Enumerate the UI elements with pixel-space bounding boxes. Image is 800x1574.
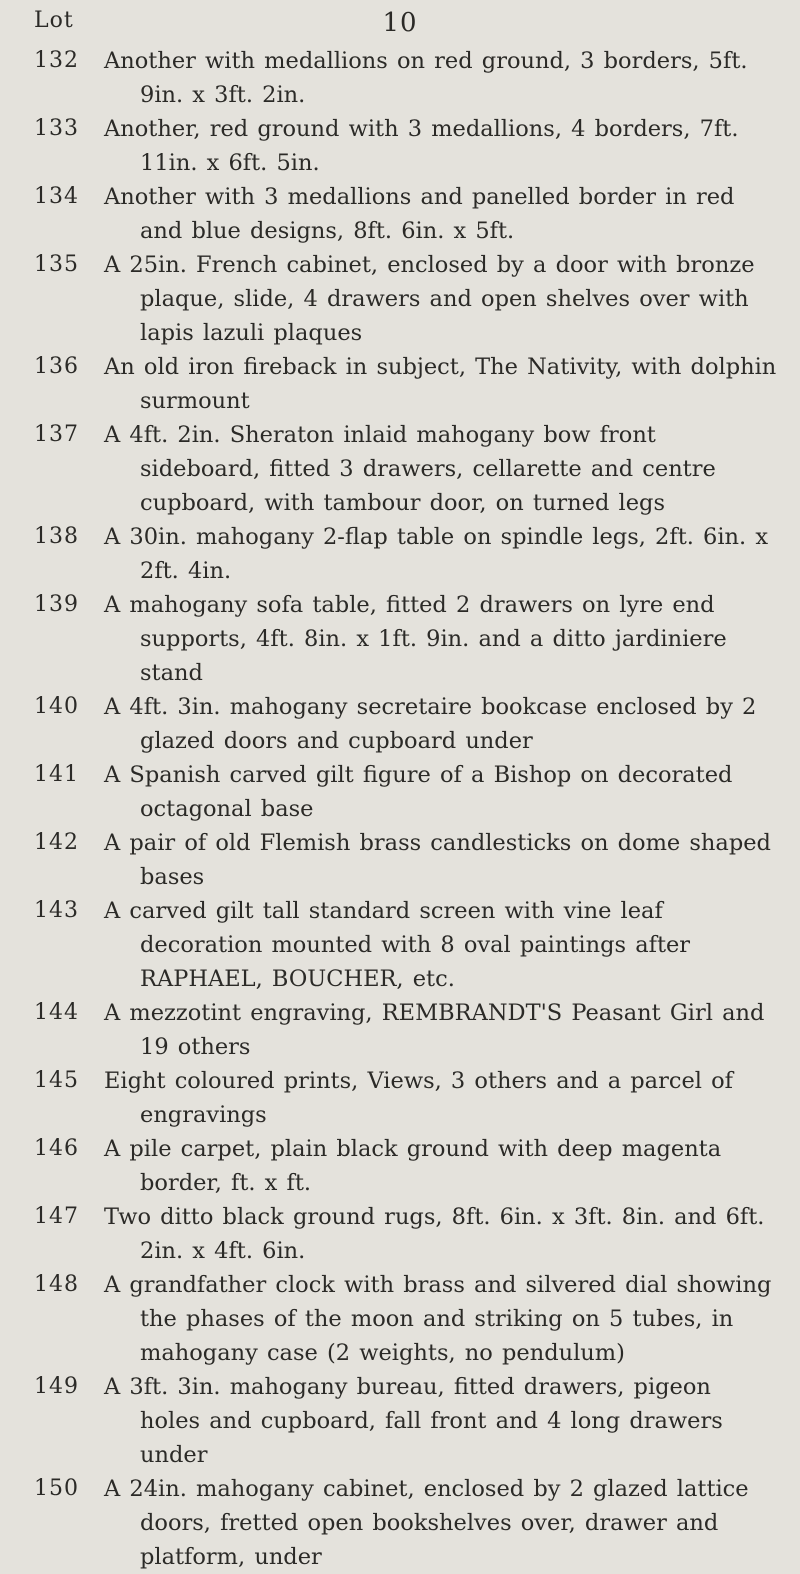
lot-description: A grandfather clock with brass and silvered dial showing the phases of the moon and striking on 5 tubes, in mahogany case (2 weights, no pendulum) bbox=[104, 1272, 772, 1366]
lot-description: Two ditto black ground rugs, 8ft. 6in. x 3ft. 8in. and 6ft. 2in. x 4ft. 6in. bbox=[104, 1204, 765, 1264]
lot-entry bbox=[0, 1132, 800, 1200]
lot-list bbox=[0, 44, 800, 1574]
lot-entry bbox=[0, 248, 800, 350]
lot-number: 133 bbox=[34, 116, 79, 141]
lot-description: A 4ft. 2in. Sheraton inlaid mahogany bow front sideboard, fitted 3 drawers, cellarette and centre cupboard, with tambour door, on turned legs bbox=[104, 422, 716, 516]
lot-number: 148 bbox=[34, 1272, 79, 1297]
lot-description: A carved gilt tall standard screen with vine leaf decoration mounted with 8 oval paintings after RAPHAEL, BOUCHER, etc. bbox=[104, 898, 691, 992]
lot-description: A mezzotint engraving, REMBRANDT'S Peasant Girl and 19 others bbox=[104, 1000, 765, 1060]
lot-description: A pile carpet, plain black ground with deep magenta border, ft. x ft. bbox=[104, 1136, 722, 1196]
lot-number: 143 bbox=[34, 898, 79, 923]
lot-number: 138 bbox=[34, 524, 79, 549]
lot-entry bbox=[0, 350, 800, 418]
lot-entry bbox=[0, 180, 800, 248]
lot-number: 150 bbox=[34, 1476, 79, 1501]
lot-entry bbox=[0, 1472, 800, 1574]
lot-number: 145 bbox=[34, 1068, 79, 1093]
lot-entry bbox=[0, 1064, 800, 1132]
lot-description: A mahogany sofa table, fitted 2 drawers on lyre end supports, 4ft. 8in. x 1ft. 9in. and a ditto jardiniere stand bbox=[104, 592, 727, 686]
lot-description: A 30in. mahogany 2-flap table on spindle legs, 2ft. 6in. x 2ft. 4in. bbox=[104, 524, 769, 584]
lot-description: A 3ft. 3in. mahogany bureau, fitted drawers, pigeon holes and cupboard, fall front and 4 long drawers under bbox=[104, 1374, 723, 1468]
lot-number: 137 bbox=[34, 422, 79, 447]
lot-entry bbox=[0, 418, 800, 520]
lot-entry bbox=[0, 1268, 800, 1370]
lot-description: A 25in. French cabinet, enclosed by a door with bronze plaque, slide, 4 drawers and open shelves over with lapis lazuli plaques bbox=[104, 252, 755, 346]
lot-entry bbox=[0, 894, 800, 996]
lot-number: 147 bbox=[34, 1204, 79, 1229]
lot-entry bbox=[0, 520, 800, 588]
lot-description: A 24in. mahogany cabinet, enclosed by 2 glazed lattice doors, fretted open bookshelves over, drawer and platform, under bbox=[104, 1476, 749, 1570]
lot-number: 134 bbox=[34, 184, 79, 209]
lot-entry bbox=[0, 758, 800, 826]
lot-column-heading: Lot bbox=[34, 8, 74, 33]
lot-description: An old iron fireback in subject, The Nativity, with dolphin surmount bbox=[104, 354, 777, 414]
lot-number: 149 bbox=[34, 1374, 79, 1399]
lot-description: Another with 3 medallions and panelled border in red and blue designs, 8ft. 6in. x 5ft. bbox=[104, 184, 735, 244]
lot-number: 135 bbox=[34, 252, 79, 277]
lot-entry bbox=[0, 112, 800, 180]
lot-description: Another, red ground with 3 medallions, 4 borders, 7ft. 11in. x 6ft. 5in. bbox=[104, 116, 739, 176]
lot-description: Eight coloured prints, Views, 3 others and a parcel of engravings bbox=[104, 1068, 733, 1128]
lot-description: A pair of old Flemish brass candlesticks on dome shaped bases bbox=[104, 830, 771, 890]
lot-entry bbox=[0, 588, 800, 690]
lot-number: 142 bbox=[34, 830, 79, 855]
lot-entry bbox=[0, 826, 800, 894]
lot-number: 144 bbox=[34, 1000, 79, 1025]
lot-description: Another with medallions on red ground, 3 borders, 5ft. 9in. x 3ft. 2in. bbox=[104, 48, 748, 108]
lot-number: 140 bbox=[34, 694, 79, 719]
lot-number: 141 bbox=[34, 762, 79, 787]
lot-number: 146 bbox=[34, 1136, 79, 1161]
lot-entry bbox=[0, 996, 800, 1064]
lot-entry bbox=[0, 1370, 800, 1472]
lot-description: A Spanish carved gilt figure of a Bishop on decorated octagonal base bbox=[104, 762, 733, 822]
lot-entry bbox=[0, 690, 800, 758]
lot-entry bbox=[0, 44, 800, 112]
page-number: 10 bbox=[382, 8, 418, 38]
lot-description: A 4ft. 3in. mahogany secretaire bookcase enclosed by 2 glazed doors and cupboard under bbox=[104, 694, 757, 754]
lot-number: 132 bbox=[34, 48, 79, 73]
lot-entry bbox=[0, 1200, 800, 1268]
lot-number: 139 bbox=[34, 592, 79, 617]
lot-number: 136 bbox=[34, 354, 79, 379]
